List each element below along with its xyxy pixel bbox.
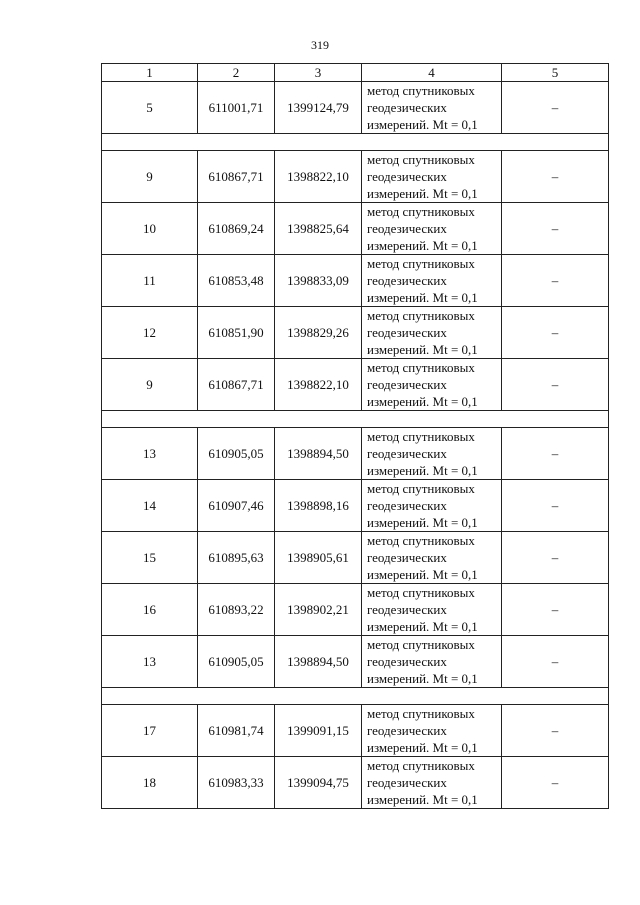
method-cell: метод спутниковых геодезических измерений. Mt = 0,1 [362,255,502,307]
x-coordinate-cell: 611001,71 [198,82,275,134]
table-row [102,428,609,480]
header-col-3: 3 [275,64,362,82]
y-coordinate-cell: 1398894,50 [275,636,362,688]
x-coordinate-cell: 610907,46 [198,480,275,532]
dash-cell: – [502,584,609,636]
y-coordinate-cell: 1398822,10 [275,151,362,203]
x-coordinate-cell: 610895,63 [198,532,275,584]
y-coordinate-cell: 1398825,64 [275,203,362,255]
point-number-cell: 16 [102,584,198,636]
y-coordinate-cell: 1399124,79 [275,82,362,134]
point-number-cell: 9 [102,151,198,203]
method-cell: метод спутниковых геодезических измерений. Mt = 0,1 [362,82,502,134]
dash-cell: – [502,255,609,307]
point-number-cell: 11 [102,255,198,307]
table-row [102,82,609,134]
table-separator-row [102,134,609,151]
table-separator-row [102,688,609,705]
y-coordinate-cell: 1399094,75 [275,757,362,809]
dash-cell: – [502,428,609,480]
method-cell: метод спутниковых геодезических измерений. Mt = 0,1 [362,151,502,203]
y-coordinate-cell: 1398905,61 [275,532,362,584]
dash-cell: – [502,757,609,809]
x-coordinate-cell: 610981,74 [198,705,275,757]
x-coordinate-cell: 610851,90 [198,307,275,359]
x-coordinate-cell: 610853,48 [198,255,275,307]
table-separator-row [102,411,609,428]
table-row [102,532,609,584]
table-row [102,705,609,757]
dash-cell: – [502,307,609,359]
table-row [102,203,609,255]
y-coordinate-cell: 1398822,10 [275,359,362,411]
table-row [102,480,609,532]
table-row [102,151,609,203]
x-coordinate-cell: 610869,24 [198,203,275,255]
method-cell: метод спутниковых геодезических измерений. Mt = 0,1 [362,705,502,757]
table-row [102,255,609,307]
point-number-cell: 15 [102,532,198,584]
y-coordinate-cell: 1398898,16 [275,480,362,532]
table-row [102,757,609,809]
table-row [102,636,609,688]
point-number-cell: 10 [102,203,198,255]
point-number-cell: 12 [102,307,198,359]
point-number-cell: 5 [102,82,198,134]
method-cell: метод спутниковых геодезических измерений. Mt = 0,1 [362,203,502,255]
x-coordinate-cell: 610867,71 [198,359,275,411]
header-col-1: 1 [102,64,198,82]
point-number-cell: 13 [102,428,198,480]
x-coordinate-cell: 610905,05 [198,428,275,480]
method-cell: метод спутниковых геодезических измерений. Mt = 0,1 [362,757,502,809]
method-cell: метод спутниковых геодезических измерений. Mt = 0,1 [362,532,502,584]
x-coordinate-cell: 610983,33 [198,757,275,809]
x-coordinate-cell: 610905,05 [198,636,275,688]
coordinates-table [101,63,609,809]
point-number-cell: 9 [102,359,198,411]
point-number-cell: 13 [102,636,198,688]
header-col-2: 2 [198,64,275,82]
table-separator-cell [102,411,609,428]
y-coordinate-cell: 1398902,21 [275,584,362,636]
point-number-cell: 18 [102,757,198,809]
y-coordinate-cell: 1399091,15 [275,705,362,757]
dash-cell: – [502,359,609,411]
y-coordinate-cell: 1398833,09 [275,255,362,307]
coordinates-table-body [102,64,609,809]
y-coordinate-cell: 1398894,50 [275,428,362,480]
table-row [102,584,609,636]
method-cell: метод спутниковых геодезических измерений. Mt = 0,1 [362,480,502,532]
page-number: 319 [311,38,329,52]
table-separator-cell [102,688,609,705]
table-row [102,307,609,359]
dash-cell: – [502,151,609,203]
table-row [102,359,609,411]
dash-cell: – [502,636,609,688]
dash-cell: – [502,203,609,255]
table-header-row [102,64,609,82]
header-col-5: 5 [502,64,609,82]
dash-cell: – [502,705,609,757]
table-separator-cell [102,134,609,151]
dash-cell: – [502,480,609,532]
x-coordinate-cell: 610867,71 [198,151,275,203]
point-number-cell: 17 [102,705,198,757]
y-coordinate-cell: 1398829,26 [275,307,362,359]
point-number-cell: 14 [102,480,198,532]
header-col-4: 4 [362,64,502,82]
dash-cell: – [502,532,609,584]
x-coordinate-cell: 610893,22 [198,584,275,636]
method-cell: метод спутниковых геодезических измерений. Mt = 0,1 [362,584,502,636]
method-cell: метод спутниковых геодезических измерений. Mt = 0,1 [362,307,502,359]
method-cell: метод спутниковых геодезических измерений. Mt = 0,1 [362,636,502,688]
method-cell: метод спутниковых геодезических измерений. Mt = 0,1 [362,359,502,411]
method-cell: метод спутниковых геодезических измерений. Mt = 0,1 [362,428,502,480]
dash-cell: – [502,82,609,134]
